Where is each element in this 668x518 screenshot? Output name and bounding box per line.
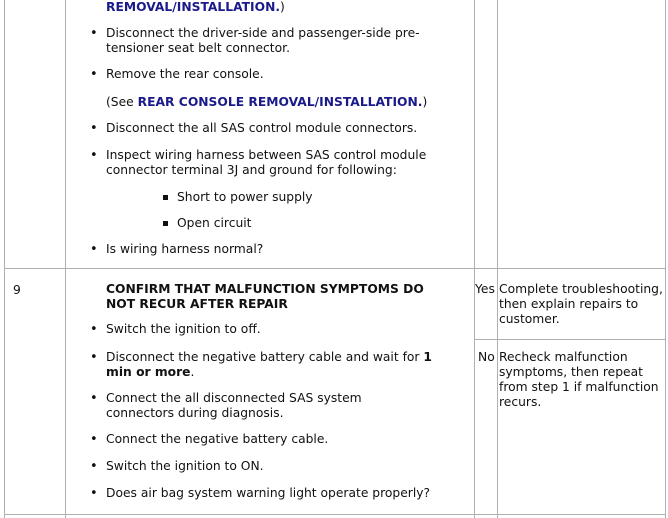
table-border-bottom bbox=[4, 514, 666, 515]
rear-console-link[interactable]: REAR CONSOLE REMOVAL/INSTALLATION. bbox=[137, 95, 423, 109]
bullet-icon bbox=[90, 391, 98, 406]
result-yes-label: Yes bbox=[475, 282, 495, 296]
table-divider-number bbox=[65, 0, 66, 518]
row-divider-step9 bbox=[4, 268, 666, 269]
bullet-icon bbox=[90, 459, 98, 474]
instruction-ignition-on: Switch the ignition to ON. bbox=[106, 459, 264, 473]
sub-item-short: Short to power supply bbox=[177, 190, 313, 204]
table-border-left bbox=[4, 0, 5, 518]
bullet-icon bbox=[90, 148, 98, 163]
result-yes-action: Complete troubleshooting, then explain repairs to customer. bbox=[499, 282, 663, 326]
question-harness-normal: Is wiring harness normal? bbox=[106, 242, 264, 256]
see-link-continuation[interactable]: REMOVAL/INSTALLATION.) bbox=[106, 0, 285, 14]
square-bullet-icon bbox=[163, 195, 168, 200]
bullet-icon bbox=[90, 67, 98, 82]
result-no-action: Recheck malfunction symptoms, then repeat from step 1 if malfunction recurs. bbox=[499, 350, 659, 409]
row-divider-yes-no bbox=[474, 339, 666, 340]
table-divider-result bbox=[497, 0, 498, 518]
instruction-disconnect-pretensioner: Disconnect the driver-side and passenger-side pre- tensioner seat belt connector. bbox=[106, 26, 420, 55]
instruction-connect-negative: Connect the negative battery cable. bbox=[106, 432, 329, 446]
question-warning-light: Does air bag system warning light operate properly? bbox=[106, 486, 431, 500]
see-reference: (See REAR CONSOLE REMOVAL/INSTALLATION.) bbox=[106, 95, 428, 109]
instruction-remove-rear-console: Remove the rear console. bbox=[106, 67, 264, 81]
bullet-icon bbox=[90, 432, 98, 447]
square-bullet-icon bbox=[163, 221, 168, 226]
instruction-ignition-off: Switch the ignition to off. bbox=[106, 322, 261, 336]
result-no-label: No bbox=[478, 350, 495, 364]
bullet-icon bbox=[90, 350, 98, 365]
bullet-icon bbox=[90, 322, 98, 337]
bullet-icon bbox=[90, 242, 98, 257]
bullet-icon bbox=[90, 121, 98, 136]
step-heading: CONFIRM THAT MALFUNCTION SYMPTOMS DO NOT RECUR AFTER REPAIR bbox=[106, 282, 424, 311]
instruction-inspect-harness: Inspect wiring harness between SAS control module connector terminal 3J and ground for following: bbox=[106, 148, 427, 177]
bullet-icon bbox=[90, 486, 98, 501]
instruction-connect-sas: Connect the all disconnected SAS system connectors during diagnosis. bbox=[106, 391, 362, 420]
table-divider-action bbox=[474, 0, 475, 518]
instruction-negative-cable: Disconnect the negative battery cable and wait for 1 min or more. bbox=[106, 350, 432, 379]
instruction-disconnect-sas: Disconnect the all SAS control module connectors. bbox=[106, 121, 418, 135]
bullet-icon bbox=[90, 26, 98, 41]
sub-item-open: Open circuit bbox=[177, 216, 252, 230]
step-number: 9 bbox=[13, 283, 21, 297]
table-border-right bbox=[665, 0, 666, 518]
